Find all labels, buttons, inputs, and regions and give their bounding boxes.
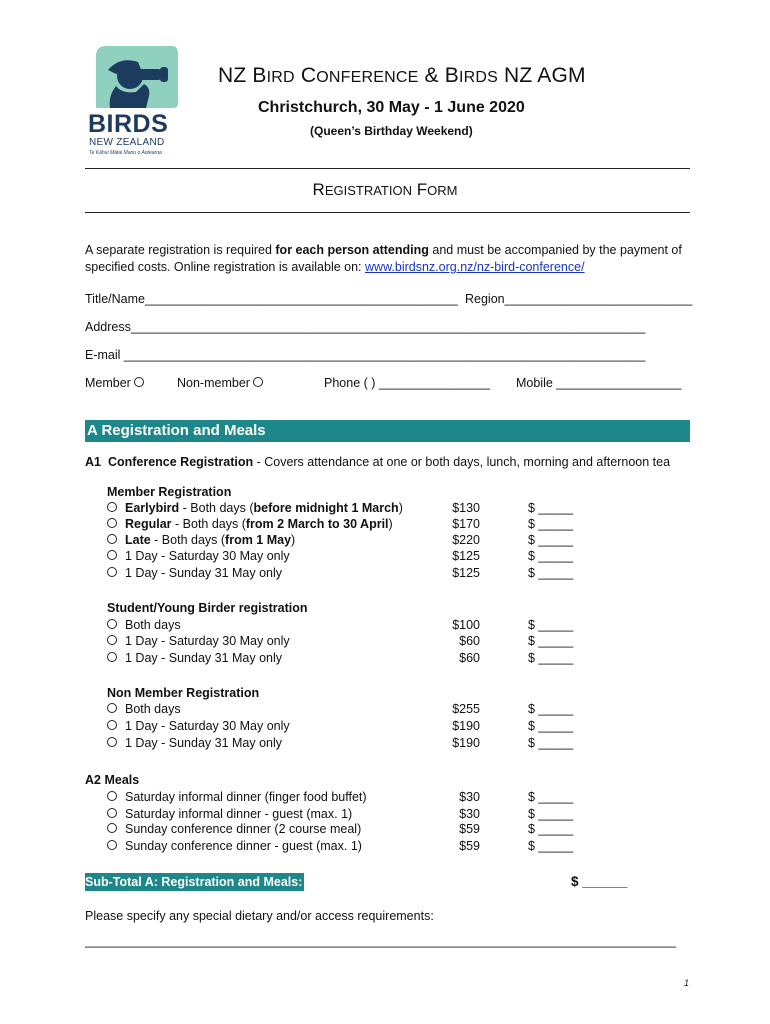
price: $190 bbox=[452, 736, 480, 750]
address-field[interactable]: Address__________________________________________________________________________ bbox=[85, 320, 646, 334]
nonmember-option-saturday[interactable]: 1 Day - Saturday 30 May only bbox=[107, 719, 290, 733]
price: $100 bbox=[452, 618, 480, 632]
member-option[interactable]: Member bbox=[85, 376, 144, 390]
amount-field[interactable]: $ _____ bbox=[528, 501, 574, 515]
amount-field[interactable]: $ _____ bbox=[528, 822, 574, 836]
a2-heading: A2 Meals bbox=[85, 773, 140, 787]
registration-link[interactable]: www.birdsnz.org.nz/nz-bird-conference/ bbox=[365, 260, 585, 274]
amount-field[interactable]: $ _____ bbox=[528, 517, 574, 531]
member-radio[interactable] bbox=[134, 377, 144, 387]
meal-option-sat-guest[interactable]: Saturday informal dinner - guest (max. 1) bbox=[107, 807, 352, 821]
amount-field[interactable]: $ _____ bbox=[528, 790, 574, 804]
member-option-saturday[interactable]: 1 Day - Saturday 30 May only bbox=[107, 549, 290, 563]
radio[interactable] bbox=[107, 534, 117, 544]
radio[interactable] bbox=[107, 737, 117, 747]
amount-field[interactable]: $ _____ bbox=[528, 736, 574, 750]
meal-option-sun-dinner[interactable]: Sunday conference dinner (2 course meal) bbox=[107, 822, 361, 836]
logo-tagline: Te Kāhui Mātai Manu o Aotearoa bbox=[89, 150, 162, 156]
subtotal-label: Sub-Total A: Registration and Meals: bbox=[85, 875, 303, 889]
non-member-registration-heading: Non Member Registration bbox=[107, 686, 260, 700]
price: $59 bbox=[459, 839, 480, 853]
radio[interactable] bbox=[107, 619, 117, 629]
divider-top bbox=[85, 168, 690, 169]
subtotal-amount-field[interactable]: $ ______ bbox=[571, 874, 628, 889]
mobile-field[interactable]: Mobile __________________ bbox=[516, 376, 682, 390]
divider-bottom bbox=[85, 212, 690, 213]
event-note: (Queen’s Birthday Weekend) bbox=[310, 124, 473, 138]
form-title: REGISTRATION FORM bbox=[312, 180, 458, 199]
price: $125 bbox=[452, 549, 480, 563]
member-option-sunday[interactable]: 1 Day - Sunday 31 May only bbox=[107, 566, 282, 580]
intro-paragraph: A separate registration is required for each person attending and must be accompanied by the payment of specified costs. Online registration is available on: www.birdsnz.org.nz/nz-bird-conference/ bbox=[85, 243, 682, 274]
meal-option-sun-guest[interactable]: Sunday conference dinner - guest (max. 1) bbox=[107, 839, 362, 853]
price: $130 bbox=[452, 501, 480, 515]
radio[interactable] bbox=[107, 652, 117, 662]
amount-field[interactable]: $ _____ bbox=[528, 566, 574, 580]
amount-field[interactable]: $ _____ bbox=[528, 651, 574, 665]
price: $60 bbox=[459, 651, 480, 665]
price: $59 bbox=[459, 822, 480, 836]
price: $60 bbox=[459, 634, 480, 648]
radio[interactable] bbox=[107, 808, 117, 818]
non-member-radio[interactable] bbox=[253, 377, 263, 387]
dietary-field[interactable]: _____________________________________________________________________________________ bbox=[85, 934, 676, 948]
radio[interactable] bbox=[107, 823, 117, 833]
amount-field[interactable]: $ _____ bbox=[528, 719, 574, 733]
birds-nz-logo bbox=[86, 42, 190, 158]
phone-field[interactable]: Phone ( ) ________________ bbox=[324, 376, 491, 390]
student-option-sunday[interactable]: 1 Day - Sunday 31 May only bbox=[107, 651, 282, 665]
email-field[interactable]: E-mail ___________________________________________________________________________ bbox=[85, 348, 646, 362]
price: $190 bbox=[452, 719, 480, 733]
logo-name-main: BIRDS bbox=[88, 110, 169, 138]
price: $170 bbox=[452, 517, 480, 531]
radio[interactable] bbox=[107, 720, 117, 730]
amount-field[interactable]: $ _____ bbox=[528, 549, 574, 563]
nonmember-option-both[interactable]: Both days bbox=[107, 702, 181, 716]
member-option-regular[interactable]: Regular - Both days (from 2 March to 30 April) bbox=[107, 517, 393, 531]
radio[interactable] bbox=[107, 550, 117, 560]
meal-option-sat-dinner[interactable]: Saturday informal dinner (finger food buffet) bbox=[107, 790, 367, 804]
radio[interactable] bbox=[107, 635, 117, 645]
amount-field[interactable]: $ _____ bbox=[528, 533, 574, 547]
section-a-banner: A Registration and Meals bbox=[85, 420, 690, 442]
amount-field[interactable]: $ _____ bbox=[528, 634, 574, 648]
member-option-late[interactable]: Late - Both days (from 1 May) bbox=[107, 533, 295, 547]
nonmember-option-sunday[interactable]: 1 Day - Sunday 31 May only bbox=[107, 736, 282, 750]
non-member-option[interactable]: Non-member bbox=[177, 376, 263, 390]
price: $30 bbox=[459, 790, 480, 804]
radio[interactable] bbox=[107, 791, 117, 801]
price: $255 bbox=[452, 702, 480, 716]
radio[interactable] bbox=[107, 840, 117, 850]
logo-name-sub: NEW ZEALAND bbox=[89, 137, 165, 148]
a1-heading: A1 Conference Registration - Covers attendance at one or both days, lunch, morning and afternoon tea bbox=[85, 455, 671, 469]
page-number: 1 bbox=[684, 978, 690, 988]
amount-field[interactable]: $ _____ bbox=[528, 618, 574, 632]
amount-field[interactable]: $ _____ bbox=[528, 702, 574, 716]
student-registration-heading: Student/Young Birder registration bbox=[107, 601, 308, 615]
price: $125 bbox=[452, 566, 480, 580]
dietary-prompt: Please specify any special dietary and/or access requirements: bbox=[85, 909, 434, 923]
page-title: NZ BIRD CONFERENCE & BIRDS NZ AGM bbox=[218, 64, 586, 87]
radio[interactable] bbox=[107, 518, 117, 528]
amount-field[interactable]: $ _____ bbox=[528, 807, 574, 821]
price: $220 bbox=[452, 533, 480, 547]
student-option-both[interactable]: Both days bbox=[107, 618, 181, 632]
title-name-field[interactable]: Title/Name_____________________________________________ bbox=[85, 292, 458, 306]
amount-field[interactable]: $ _____ bbox=[528, 839, 574, 853]
radio[interactable] bbox=[107, 502, 117, 512]
event-dates: Christchurch, 30 May - 1 June 2020 bbox=[258, 99, 525, 116]
student-option-saturday[interactable]: 1 Day - Saturday 30 May only bbox=[107, 634, 290, 648]
region-field[interactable]: Region___________________________ bbox=[465, 292, 693, 306]
price: $30 bbox=[459, 807, 480, 821]
member-option-earlybird[interactable]: Earlybird - Both days (before midnight 1 March) bbox=[107, 501, 403, 515]
radio[interactable] bbox=[107, 567, 117, 577]
member-registration-heading: Member Registration bbox=[107, 485, 232, 499]
radio[interactable] bbox=[107, 703, 117, 713]
